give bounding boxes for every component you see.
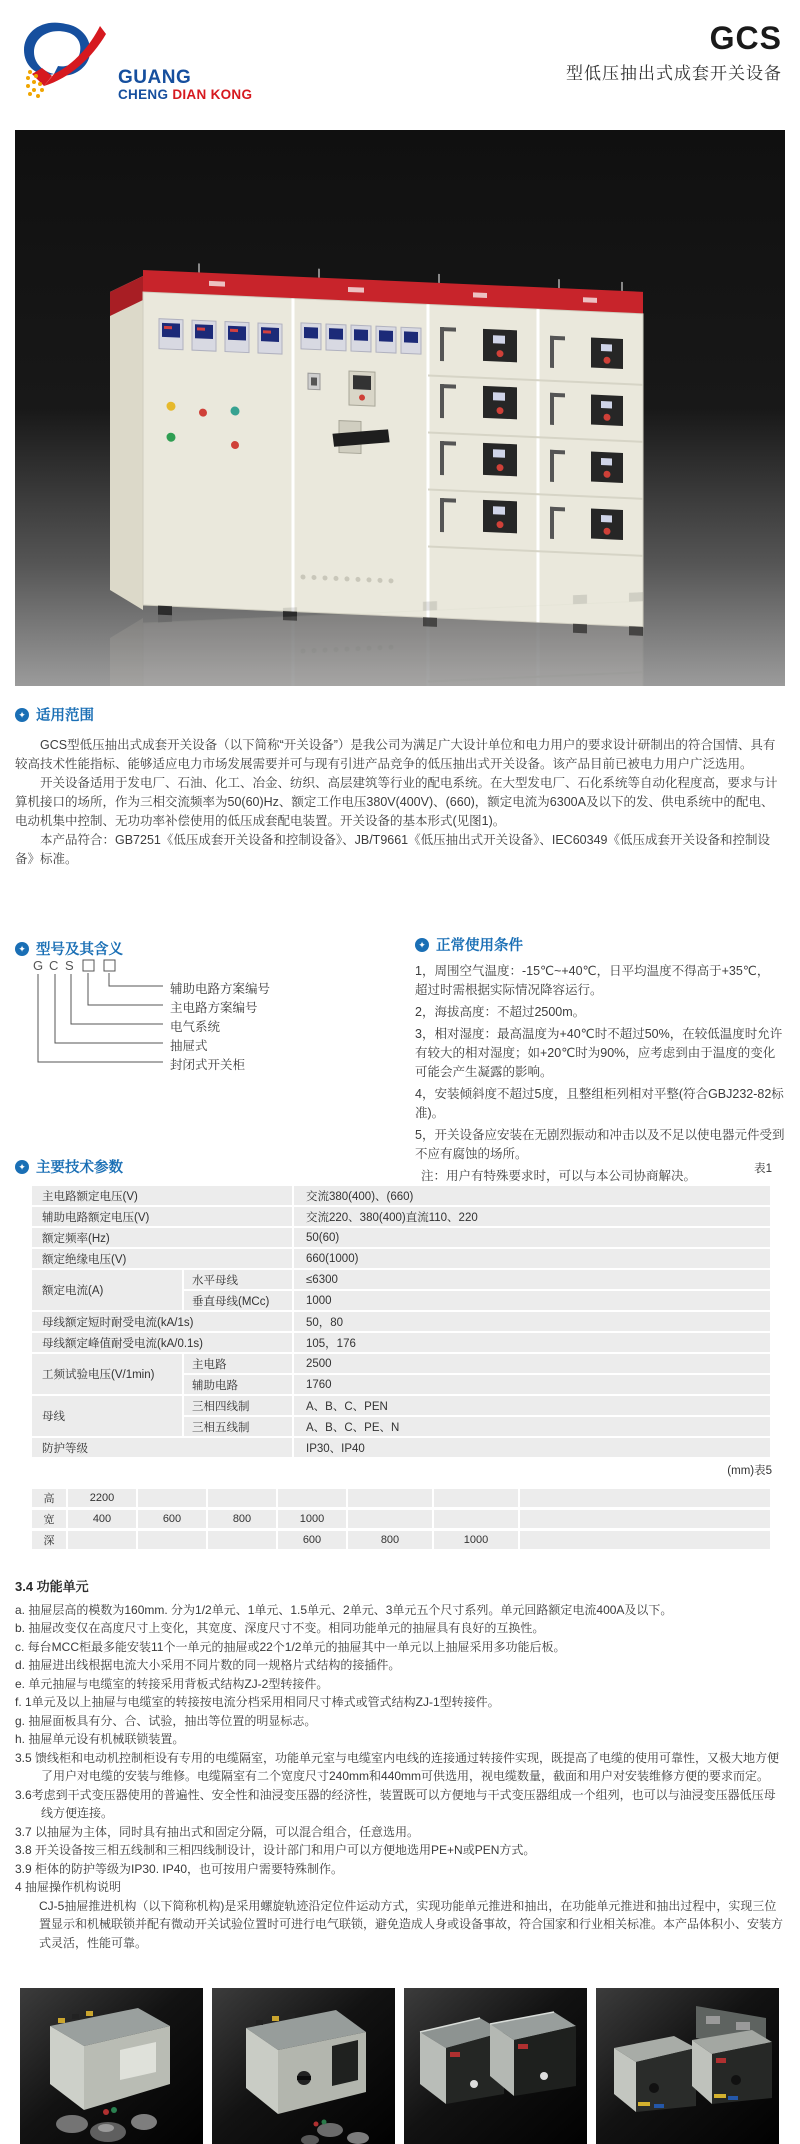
drawer-unit-photo-1 (20, 1988, 203, 2144)
dim-value: 1000 (278, 1510, 346, 1528)
brand-line2-red: DIAN KONG (172, 86, 253, 102)
section-title-model (15, 938, 123, 959)
feature-paragraph: 3.8 开关设备按三相五线制和三相四线制设计，设计部门和用户可以方便地选用PE+N或PEN方式。 (15, 1843, 536, 1857)
param-label: 额定绝缘电压(V) (32, 1249, 292, 1268)
table5-tag: (mm)表5 (727, 1465, 772, 1477)
feature-paragraph: 3.5 馈线柜和电动机控制柜设有专用的电缆隔室，功能单元室与电缆室内电线的连接通过转接件实现，既提高了电缆的使用可靠性，又极大地方便了用户对电缆的安装与维修。电缆隔室有二个宽度尺寸240mm和440mm可供选用，视电缆数量，截面和用户对安装维修方便的要求而定。 (15, 1750, 780, 1783)
feature-paragraph: 3.6考虑到干式变压器使用的普遍性、安全性和油浸变压器的经济性，装置既可以方便地与干式变压器组成一个组列，也可以与油浸变压器低压母线方便连接。 (15, 1787, 776, 1820)
drawer-unit-photos (20, 1988, 779, 2144)
section-bullet-icon: ✦ (15, 942, 29, 956)
scope-paragraphs (15, 736, 785, 869)
dim-label: 深 (32, 1531, 66, 1549)
heading-4: 4 抽屉操作机构说明 (15, 1880, 122, 1894)
feature-paragraph: 3.9 柜体的防护等级为IP30. IP40，也可按用户需要特殊制作。 (15, 1861, 344, 1876)
param-value: 660(1000) (294, 1249, 770, 1268)
param-label: 防护等级 (32, 1438, 292, 1457)
dim-value: 800 (208, 1510, 276, 1528)
dim-value: 600 (278, 1531, 346, 1549)
feature-item: e. 单元抽屉与电缆室的转接采用背板式结构ZJ-2型转接件。 (15, 1676, 329, 1691)
condition-item: 2，海拔高度：不超过2500m。 (415, 1005, 586, 1019)
param-label: 母线额定峰值耐受电流(kA/0.1s) (32, 1333, 292, 1352)
table-row (32, 1510, 770, 1528)
model-label: 电气系统 (170, 1020, 221, 1034)
param-label: 母线额定短时耐受电流(kA/1s) (32, 1312, 292, 1331)
section-title-text: 主要技术参数 (36, 1160, 123, 1176)
param-value: 1760 (294, 1375, 770, 1394)
dimensions-table (30, 1486, 772, 1552)
dim-value: 2200 (68, 1489, 136, 1507)
dim-label: 高 (32, 1489, 66, 1507)
param-label: 母线 (32, 1396, 182, 1436)
table-row (32, 1438, 770, 1457)
section-bullet-icon: ✦ (415, 938, 429, 952)
condition-item: 1，周围空气温度：-15℃~+40℃，日平均温度不得高于+35℃， 超过时需根据实际情况降容运行。 (415, 964, 789, 997)
scope-paragraph: 开关设备适用于发电厂、石油、化工、冶金、纺织、高层建筑等行业的配电系统。在大型发电厂、石化系统等自动化程度高，要求与计算机接口的场所，作为三相交流频率为50(60)Hz、额定工作电压380V(400V)、(660)，额定电流为6300A及以下的发、供电系统中的配电、电动机集中控制、无功功率补偿使用的低压成套配电装置。开关设备的基本形式(见图1)。 (15, 776, 778, 828)
param-sublabel: 垂直母线(MCc) (184, 1291, 292, 1310)
condition-item: 4，安装倾斜度不超过5度，且整组柜列相对平整(符合GBJ232-82标准)。 (415, 1087, 784, 1120)
table-row (32, 1249, 770, 1268)
section-title-scope (15, 704, 94, 725)
model-letter: S (65, 958, 74, 973)
param-value: 2500 (294, 1354, 770, 1373)
dim-value: 800 (348, 1531, 432, 1549)
param-label: 辅助电路额定电压(V) (32, 1207, 292, 1226)
condition-note: 注：用户有特殊要求时，可以与本公司协商解决。 (421, 1169, 697, 1183)
param-label: 主电路额定电压(V) (32, 1186, 292, 1205)
param-value: A、B、C、PE、N (294, 1417, 770, 1436)
condition-item: 3，相对湿度：最高温度为+40℃时不超过50%，在较低温度时允许有较大的相对湿度；如+20℃时为90%，应考虑到由于温度的变化可能会产生凝露的影响。 (415, 1027, 783, 1079)
conditions-list (415, 962, 787, 1189)
product-subtitle: 型低压抽出式成套开关设备 (566, 64, 782, 83)
model-label: 辅助电路方案编号 (170, 982, 271, 996)
model-code-diagram (15, 958, 395, 1078)
dim-label: 宽 (32, 1510, 66, 1528)
param-label: 额定频率(Hz) (32, 1228, 292, 1247)
feature-paragraph: 3.7 以抽屉为主体，同时具有抽出式和固定分隔，可以混合组合，任意选用。 (15, 1824, 420, 1839)
section-bullet-icon: ✦ (15, 708, 29, 722)
section-title-params (15, 1156, 123, 1177)
scope-paragraph: 本产品符合：GB7251《低压成套开关设备和控制设备》、JB/T9661《低压抽出式开关设备》、IEC60349《低压成套开关设备和控制设备》标准。 (15, 833, 770, 866)
table-row (32, 1270, 770, 1289)
model-letter: G (33, 958, 44, 973)
heading-3-4: 3.4 功能单元 (15, 1579, 89, 1594)
dim-value: 400 (68, 1510, 136, 1528)
scope-paragraph: GCS型低压抽出式成套开关设备（以下简称“开关设备”）是我公司为满足广大设计单位和电力用户的要求设计研制出的符合国情、具有较高技术性能指标、能够适应电力市场发展需要并可与现有引进产品竞争的低压抽出式开关设备。该产品目前已被电力用户广泛选用。 (15, 738, 776, 771)
table-row (32, 1489, 770, 1507)
feature-item: g. 抽屉面板具有分、合、试验，抽出等位置的明显标志。 (15, 1713, 317, 1728)
switchgear-product-photo (15, 130, 785, 686)
model-letter: C (49, 958, 59, 973)
param-value: 50(60) (294, 1228, 770, 1247)
feature-item: a. 抽屉层高的模数为160mm. 分为1/2单元、1单元、1.5单元、2单元、3单元五个尺寸系列。单元回路额定电流400A及以下。 (15, 1602, 673, 1617)
product-title-block (566, 22, 782, 84)
param-label: 额定电流(A) (32, 1270, 182, 1310)
model-label: 主电路方案编号 (170, 1001, 258, 1015)
table-row (32, 1312, 770, 1331)
param-value: 1000 (294, 1291, 770, 1310)
table-row (32, 1531, 770, 1549)
section-title-text: 适用范围 (36, 708, 94, 724)
feature-item: f. 1单元及以上抽屉与电缆室的转接按电流分档采用相同尺寸棒式或管式结构ZJ-1型转接件。 (15, 1695, 500, 1709)
features-text (15, 1576, 787, 1952)
feature-item: d. 抽屉进出线根据电流大小采用不同片数的同一规格片式结构的接插件。 (15, 1658, 401, 1672)
mechanism-paragraph: CJ-5抽屉推进机构（以下简称机构)是采用螺旋轨迹沿定位件运动方式，实现功能单元推进和抽出，在功能单元推进和抽出过程中，实现三位置显示和机械联锁并配有微动开关试验位置时可进行电气联锁，避免造成人身或设备事故，符合国家和行业相关标准。本产品体积小、安装方式灵活，性能可靠。 (39, 1898, 784, 1950)
section-bullet-icon: ✦ (15, 1160, 29, 1174)
table1-tag: 表1 (754, 1163, 772, 1175)
param-value: 交流220、380(400)直流110、220 (294, 1207, 770, 1226)
param-value: A、B、C、PEN (294, 1396, 770, 1415)
model-code-box (83, 960, 94, 971)
company-logo-icon (14, 16, 114, 100)
feature-item: b. 抽屉改变仅在高度尺寸上变化，其宽度、深度尺寸不变。相同功能单元的抽屉具有良好的互换性。 (15, 1621, 545, 1635)
param-value: 交流380(400)、(660) (294, 1186, 770, 1205)
feature-item: h. 抽屉单元设有机械联锁装置。 (15, 1732, 185, 1746)
param-sublabel: 三相四线制 (184, 1396, 292, 1415)
drawer-unit-photo-3 (404, 1988, 587, 2144)
feature-item: c. 每台MCC柜最多能安装11个一单元的抽屉或22个1/2单元的抽屉其中一单元以上抽屉采用多功能后板。 (15, 1639, 566, 1654)
product-code: GCS (709, 20, 782, 56)
param-sublabel: 三相五线制 (184, 1417, 292, 1436)
section-title-text: 正常使用条件 (436, 938, 523, 954)
model-label: 抽屉式 (170, 1039, 208, 1053)
table-row (32, 1186, 770, 1205)
dim-value: 600 (138, 1510, 206, 1528)
param-value: 105，176 (294, 1333, 770, 1352)
drawer-unit-photo-2 (212, 1988, 395, 2144)
table-row (32, 1333, 770, 1352)
dim-value: 1000 (434, 1531, 518, 1549)
brand-line2-blue: CHENG (118, 86, 169, 102)
condition-item: 5，开关设备应安装在无剧烈振动和冲击以及不足以使电器元件受到不应有腐蚀的场所。 (415, 1128, 785, 1161)
table-row (32, 1228, 770, 1247)
param-label: 工频试验电压(V/1min) (32, 1354, 182, 1394)
table-row (32, 1396, 770, 1415)
param-value: 50，80 (294, 1312, 770, 1331)
table-row (32, 1207, 770, 1226)
brand-line1: GUANG (118, 67, 192, 88)
drawer-unit-photo-4 (596, 1988, 779, 2144)
param-value: IP30、IP40 (294, 1438, 770, 1457)
technical-parameters-table (30, 1184, 772, 1459)
section-title-text: 型号及其含义 (36, 942, 123, 958)
param-sublabel: 主电路 (184, 1354, 292, 1373)
section-title-conditions (415, 934, 523, 955)
model-label: 封闭式开关柜 (170, 1058, 246, 1072)
table-row (32, 1354, 770, 1373)
model-code-box (104, 960, 115, 971)
param-value: ≤6300 (294, 1270, 770, 1289)
brand-text (118, 68, 252, 102)
param-sublabel: 水平母线 (184, 1270, 292, 1289)
param-sublabel: 辅助电路 (184, 1375, 292, 1394)
